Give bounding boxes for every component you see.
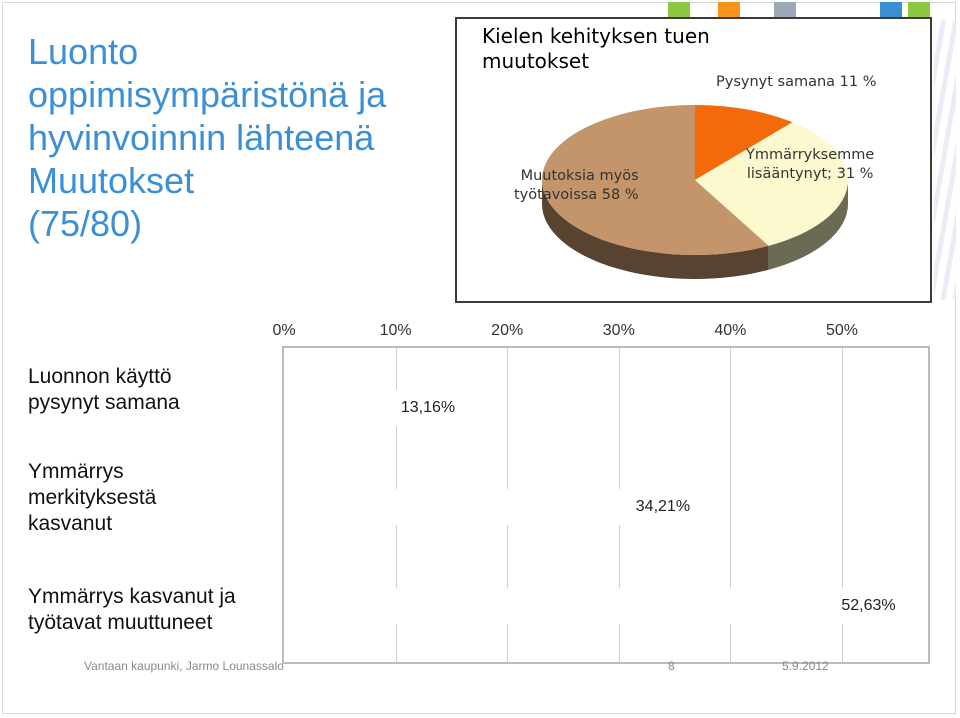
title-line: Luonto [28,31,139,72]
bar-value-label: 34,21% [635,498,691,515]
category-label-3 [28,584,278,636]
pie-label-text: lisääntynyt; 31 % [746,166,874,182]
footer-date: 5.9.2012 [782,659,829,673]
pie-label-text: Ymmärryksemme [746,147,875,163]
category-text: merkityksestä [28,486,157,509]
category-text: Ymmärrys [28,460,124,483]
category-text: kasvanut [28,512,113,535]
title-line: Muutokset [28,160,195,201]
footer-page: 8 [668,659,675,673]
category-text: pysynyt samana [28,391,180,414]
title-line: hyvinvoinnin lähteenä [28,117,375,158]
category-text: työtavat muuttuneet [28,611,213,634]
pie-label-same: Pysynyt samana 11 % [716,74,877,90]
pie-label-changes [514,167,639,205]
x-tick-label: 0% [272,322,296,339]
pie-chart-title: Kielen kehityksen tuen muutokset [482,24,710,73]
x-tick-label: 20% [491,322,524,339]
footer-author: Vantaan kaupunki, Jarmo Lounassalo [84,659,284,673]
title-line: (75/80) [28,203,143,244]
pie-label-text: työtavoissa 58 % [514,187,639,203]
category-label-2 [28,459,278,537]
x-tick-label: 40% [714,322,747,339]
bar [284,588,871,624]
category-text: Ymmärrys kasvanut ja [28,585,236,608]
pie-label-understanding [746,146,874,184]
x-tick-label: 10% [379,322,412,339]
category-text: Luonnon käyttö [28,365,172,388]
x-tick-label: 30% [602,322,635,339]
bar [284,489,666,525]
category-label-1 [28,364,278,416]
title-line: oppimisympäristönä ja [28,74,387,115]
bar-value-label: 52,63% [841,597,896,614]
x-tick-label: 50% [825,322,859,339]
bar-value-label: 13,16% [400,399,456,416]
pie-label-text: Muutoksia myös [520,168,639,184]
